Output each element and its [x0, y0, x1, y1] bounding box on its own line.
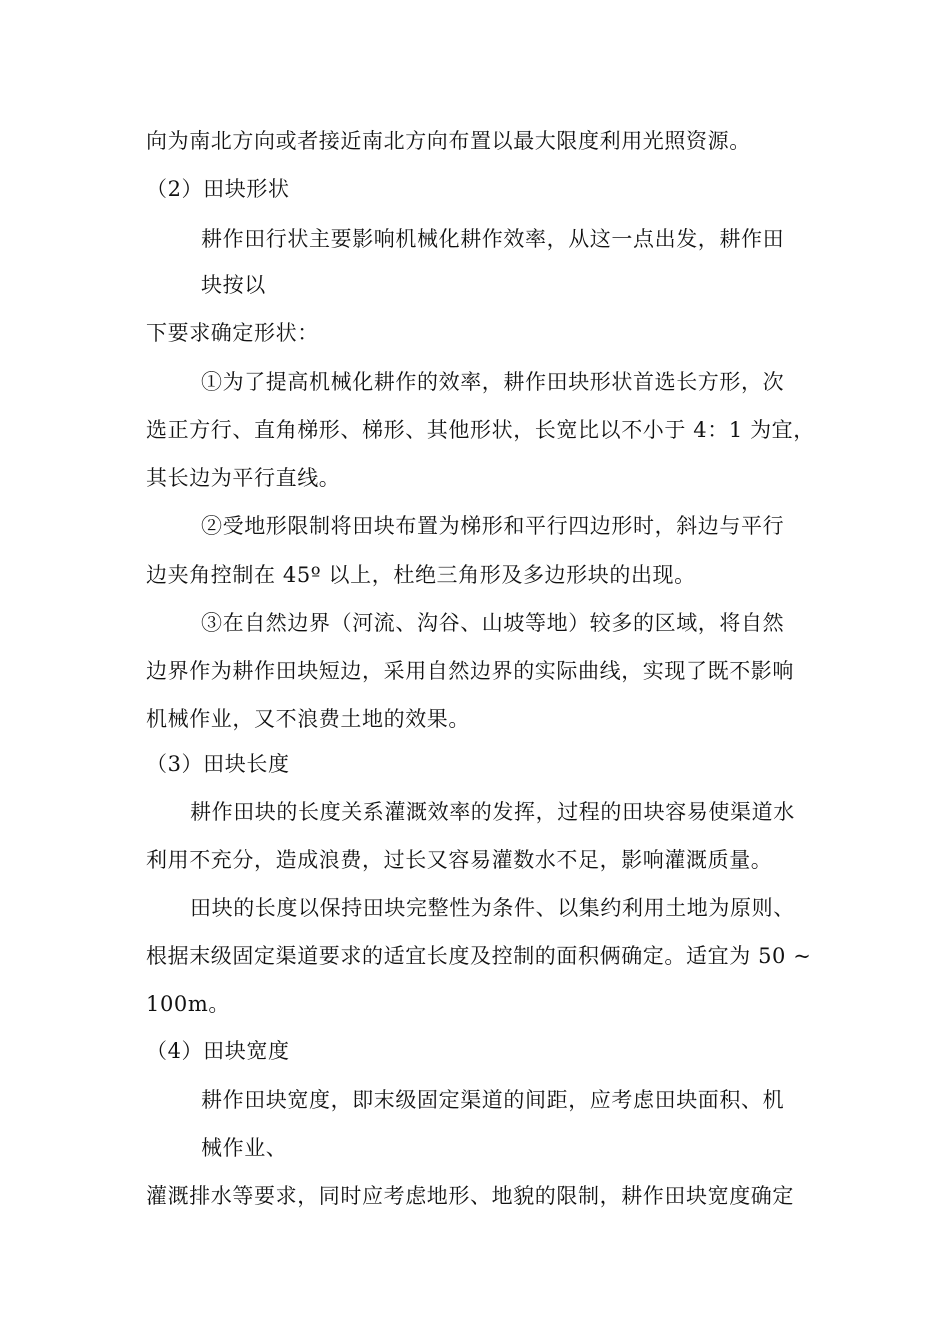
section-heading: （4）田块宽度 — [146, 1039, 290, 1063]
text-line: 耕作田块宽度，即末级固定渠道的间距，应考虑田块面积、机 — [201, 1088, 785, 1112]
text-line: ③在自然边界（河流、沟谷、山坡等地）较多的区域，将自然 — [201, 611, 785, 635]
text-line: 100m。 — [146, 992, 230, 1016]
text-line: ①为了提高机械化耕作的效率，耕作田块形状首选长方形，次 — [201, 370, 785, 394]
text-line: 机械作业，又不浪费土地的效果。 — [146, 707, 470, 731]
text-line: 边界作为耕作田块短边，采用自然边界的实际曲线，实现了既不影响 — [146, 659, 794, 683]
text-line: 田块的长度以保持田块完整性为条件、以集约利用土地为原则、 — [190, 896, 795, 920]
text-line: 械作业、 — [201, 1136, 288, 1160]
text-line: 利用不充分，造成浪费，过长又容易灌数水不足，影响灌溉质量。 — [146, 848, 773, 872]
text-line: 边夹角控制在 45º 以上，杜绝三角形及多边形块的出现。 — [146, 563, 696, 587]
text-line: 块按以 — [201, 273, 266, 297]
text-line: 其长边为平行直线。 — [146, 466, 341, 490]
text-line: 耕作田行状主要影响机械化耕作效率，从这一点出发，耕作田 — [201, 227, 785, 251]
text-line: 耕作田块的长度关系灌溉效率的发挥，过程的田块容易使渠道水 — [190, 800, 795, 824]
text-line: 向为南北方向或者接近南北方向布置以最大限度利用光照资源。 — [146, 129, 751, 153]
text-line: 下要求确定形状： — [146, 321, 319, 345]
text-line: ②受地形限制将田块布置为梯形和平行四边形时，斜边与平行 — [201, 514, 785, 538]
text-line: 根据末级固定渠道要求的适宜长度及控制的面积俩确定。适宜为 50 ~ — [146, 944, 812, 968]
section-heading: （2）田块形状 — [146, 177, 290, 201]
text-line: 灌溉排水等要求，同时应考虑地形、地貌的限制，耕作田块宽度确定 — [146, 1184, 794, 1208]
text-line: 选正方行、直角梯形、梯形、其他形状，长宽比以不小于 4：1 为宜， — [146, 418, 815, 442]
section-heading: （3）田块长度 — [146, 752, 290, 776]
